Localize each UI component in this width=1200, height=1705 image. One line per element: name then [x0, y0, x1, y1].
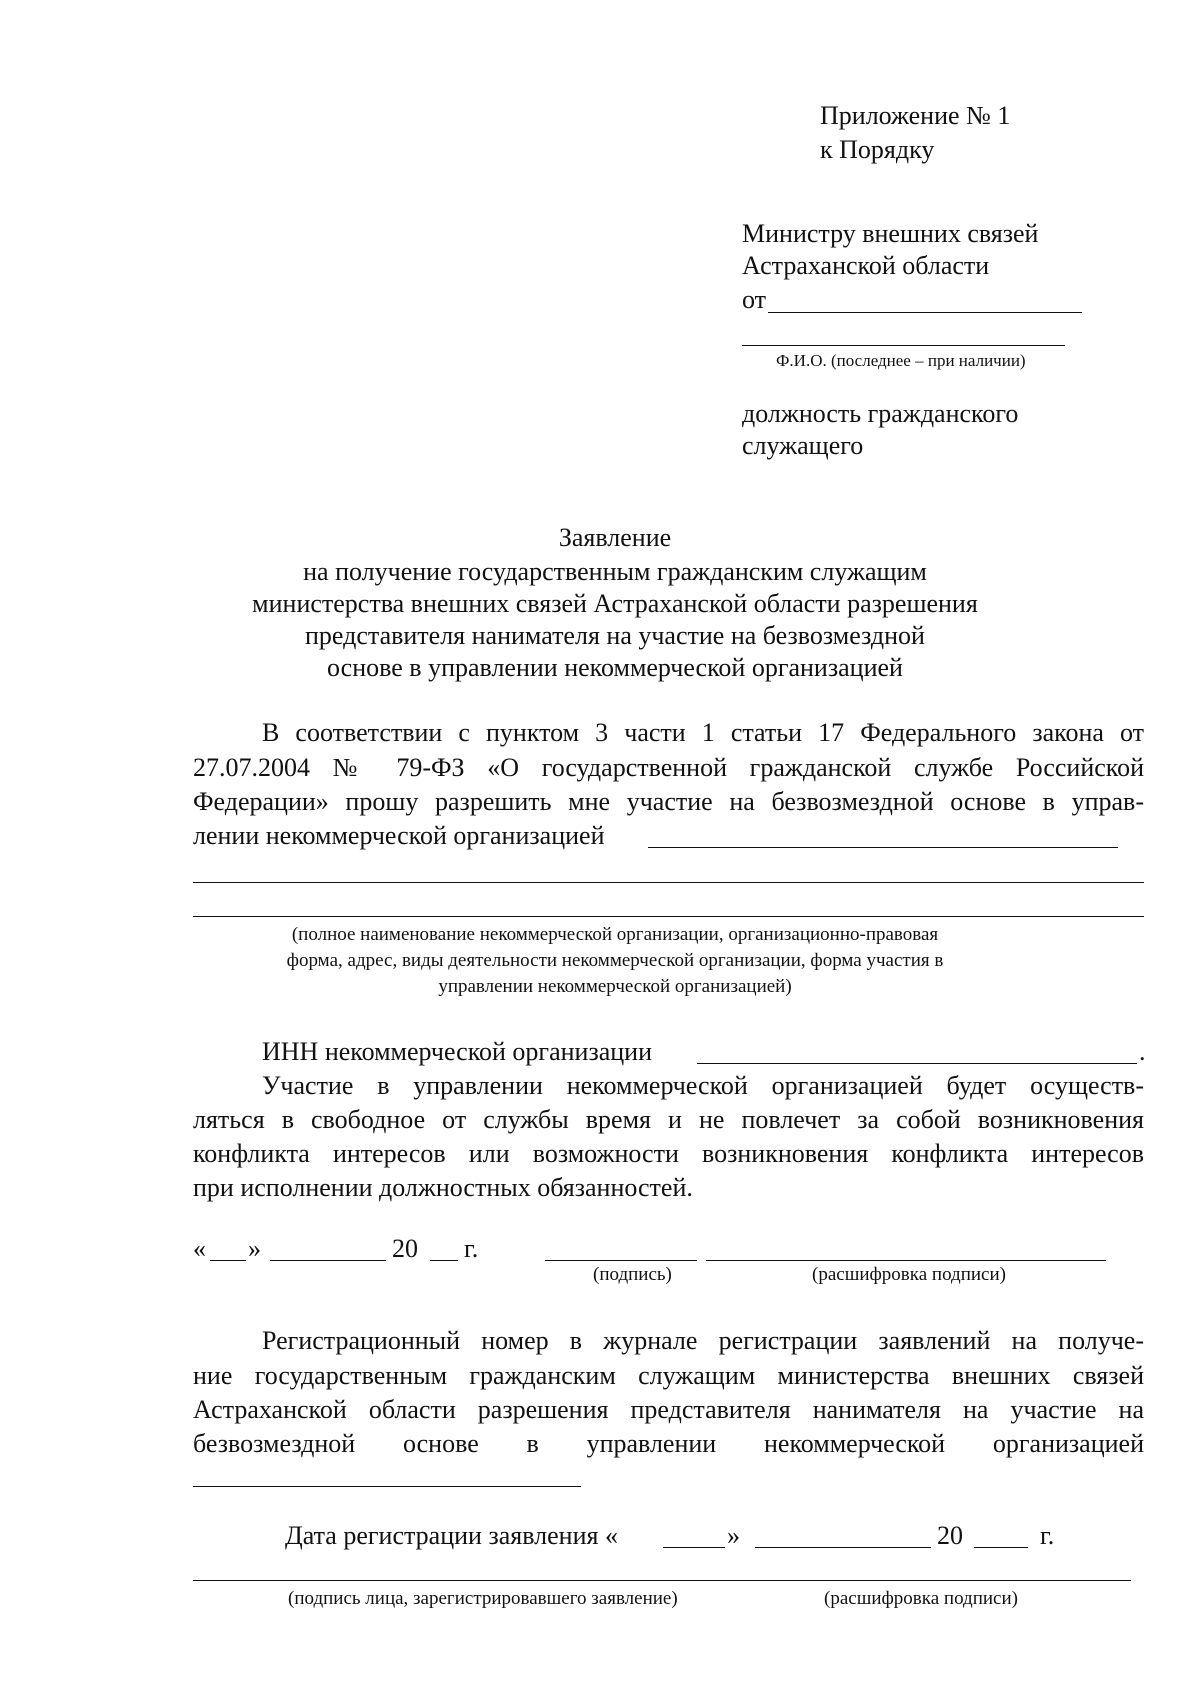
title-line-2: министерства внешних связей Астраханской области разрешения — [252, 589, 978, 618]
reg-year-prefix: 20 — [937, 1521, 963, 1550]
month-fill-line[interactable] — [270, 1260, 386, 1261]
date-quote-open: « — [193, 1234, 206, 1263]
fio-fill-line[interactable] — [742, 345, 1065, 346]
year-prefix: 20 — [392, 1234, 418, 1263]
reg-year-fill-line[interactable] — [974, 1547, 1028, 1548]
document-heading: Заявление — [558, 523, 672, 552]
year-fill-line[interactable] — [430, 1260, 458, 1261]
org-name-fill-line-1[interactable] — [648, 847, 1118, 848]
addressee-line-1: Министру внешних связей — [742, 219, 1039, 248]
para1-line-2: 27.07.2004 № 79-ФЗ «О государственной гражданской службе Российской — [193, 753, 1144, 782]
inn-fill-line[interactable] — [697, 1063, 1137, 1064]
org-caption-line-2: форма, адрес, виды деятельности некоммерческой организации, форма участия в — [286, 950, 944, 971]
inn-end: . — [1139, 1037, 1146, 1066]
para1-line-4: лении некоммерческой организацией — [193, 821, 605, 850]
title-line-1: на получение государственным гражданским служащим — [303, 557, 927, 586]
registrar-signature-fill-line[interactable] — [193, 1580, 1131, 1581]
org-name-fill-line-2[interactable] — [193, 882, 1144, 883]
org-caption-line-1: (полное наименование некоммерческой организации, организационно-правовая — [291, 924, 939, 945]
position-line-1: должность гражданского — [742, 399, 1019, 428]
position-line-2: служащего — [742, 431, 864, 460]
org-caption-line-3: управлении некоммерческой организацией) — [438, 976, 792, 997]
title-line-3: представителя нанимателя на участие на безвозмездной — [305, 621, 925, 650]
date-quote-close: » — [248, 1234, 261, 1263]
para1-line-3: Федерации» прошу разрешить мне участие на безвозмездной основе в управ- — [193, 787, 1144, 816]
decoding-fill-line[interactable] — [706, 1260, 1106, 1261]
org-name-fill-line-3[interactable] — [193, 916, 1144, 917]
para1-line-1: В соответствии с пунктом 3 части 1 статьи 17 Федерального закона от — [262, 718, 1144, 747]
para2-line-2: ляться в свободное от службы время и не повлечет за собой возникновения — [193, 1105, 1144, 1134]
reg-year-suffix: г. — [1040, 1521, 1055, 1550]
reg-line-3: Астраханской области разрешения представителя нанимателя на участие на — [193, 1395, 1144, 1424]
reg-day-fill-line[interactable] — [663, 1547, 725, 1548]
addressee-line-2: Астраханской области — [742, 251, 990, 280]
para2-line-3: конфликта интересов или возможности возникновения конфликта интересов — [193, 1139, 1144, 1168]
title-line-4: основе в управлении некоммерческой организацией — [327, 653, 903, 682]
reg-month-fill-line[interactable] — [755, 1547, 931, 1548]
reg-line-4: безвозмездной основе в управлении некоммерческой организацией — [193, 1429, 1144, 1458]
from-fill-line[interactable] — [768, 312, 1082, 313]
signature-caption: (подпись) — [593, 1264, 672, 1285]
reg-line-2: ние государственным гражданским служащим министерства внешних связей — [193, 1361, 1144, 1390]
reg-date-label: Дата регистрации заявления « — [285, 1521, 618, 1550]
para2-line-1: Участие в управлении некоммерческой организацией будет осуществ- — [262, 1071, 1144, 1100]
para2-line-4: при исполнении должностных обязанностей. — [193, 1173, 693, 1202]
decoding-caption: (расшифровка подписи) — [812, 1264, 1006, 1285]
day-fill-line[interactable] — [210, 1260, 246, 1261]
reg-line-1: Регистрационный номер в журнале регистрации заявлений на получе- — [262, 1326, 1144, 1355]
fio-caption: Ф.И.О. (последнее – при наличии) — [776, 351, 1026, 370]
reg-date-quote-close: » — [727, 1521, 740, 1550]
reg-number-fill-line[interactable] — [193, 1486, 581, 1487]
appendix-reference: к Порядку — [820, 135, 935, 164]
registrar-decoding-caption: (расшифровка подписи) — [824, 1588, 1018, 1609]
year-suffix: г. — [464, 1234, 479, 1263]
appendix-number: Приложение № 1 — [820, 101, 1011, 130]
inn-label: ИНН некоммерческой организации — [262, 1037, 653, 1066]
signature-fill-line[interactable] — [545, 1260, 697, 1261]
registrar-caption: (подпись лица, зарегистрировавшего заявление) — [288, 1588, 678, 1609]
addressee-from-label: от — [742, 285, 767, 314]
